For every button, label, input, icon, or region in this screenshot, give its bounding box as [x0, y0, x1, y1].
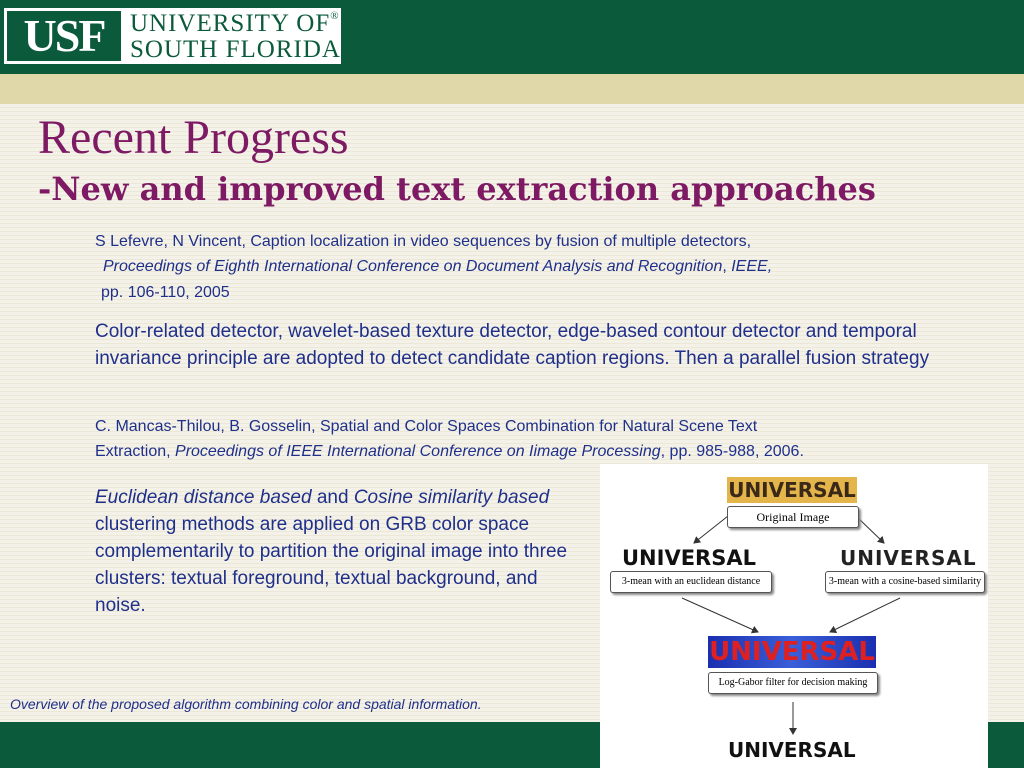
reference-2-pages: , pp. 985-988, 2006.: [660, 443, 804, 460]
fusion-description: Color-related detector, wavelet-based texture detector, edge-based contour detector and temporal invariance principle are adopted to detect candidate caption regions. Then a parallel fusion strategy: [95, 321, 930, 369]
log-gabor-box: Log-Gabor filter for decision making: [708, 672, 878, 694]
clustering-description: [95, 484, 585, 619]
accent-bar: [0, 74, 1024, 104]
cosine-term: Cosine similarity based: [353, 487, 550, 508]
arrow-to-cosine: [856, 516, 884, 543]
reference-2-proceedings: Proceedings of IEEE International Conference on Iimage Processing: [175, 443, 661, 460]
euclidean-result-word: UNIVERSAL: [622, 546, 756, 570]
reference-1-proceedings: Proceedings of Eighth International Conference on Document Analysis and Recognition: [103, 258, 723, 275]
arrow-euclidean-to-merge: [682, 598, 758, 632]
figure-caption: Overview of the proposed algorithm combining color and spatial information.: [10, 696, 482, 712]
original-image-box: Original Image: [727, 506, 859, 528]
clustering-text: clustering methods are applied on GRB color space complementarily to partition the original image into three clusters: textual foreground, textual background, and noise.: [95, 514, 568, 616]
slide-title: Recent Progress: [38, 111, 349, 164]
reference-2-line-1: C. Mancas-Thilou, B. Gosselin, Spatial and Color Spaces Combination for Natural Scene Text: [95, 418, 758, 435]
reference-2-title-end: Extraction,: [95, 443, 176, 460]
arrow-to-euclidean: [694, 516, 728, 543]
cosine-method-box: 3-mean with a cosine-based similarity: [825, 571, 985, 593]
reference-1-publisher: IEEE,: [731, 258, 773, 275]
and-word: and: [311, 487, 354, 508]
usf-logo: [4, 8, 341, 64]
reference-1-line-3: pp. 106-110, 2005: [101, 284, 230, 301]
reference-1-line-1: S Lefevre, N Vincent, Caption localization in video sequences by fusion of multiple detectors,: [95, 233, 752, 250]
filtered-result-word: UNIVERSAL: [709, 637, 875, 667]
euclidean-method-box: 3-mean with an euclidean distance: [610, 571, 772, 593]
trademark-symbol: ®: [330, 10, 340, 22]
logo-line-1: [130, 10, 340, 38]
reference-1-separator: ,: [722, 258, 732, 275]
final-result-word: UNIVERSAL: [728, 738, 856, 762]
header-bar: [0, 0, 1024, 74]
reference-2-line-2: [95, 439, 804, 464]
algorithm-figure: [600, 464, 988, 768]
original-image-word: UNIVERSAL: [728, 478, 856, 502]
logo-line-2: SOUTH FLORIDA: [130, 36, 341, 63]
arrow-cosine-to-merge: [830, 598, 900, 632]
euclidean-term: Euclidean distance based: [95, 487, 312, 508]
logo-abbreviation: USF: [7, 11, 121, 61]
reference-1-line-2: [103, 254, 772, 279]
cosine-result-word: UNIVERSAL: [840, 546, 977, 570]
logo-university: UNIVERSITY OF: [130, 10, 331, 37]
slide-subtitle: -New and improved text extraction approaches: [38, 170, 876, 208]
